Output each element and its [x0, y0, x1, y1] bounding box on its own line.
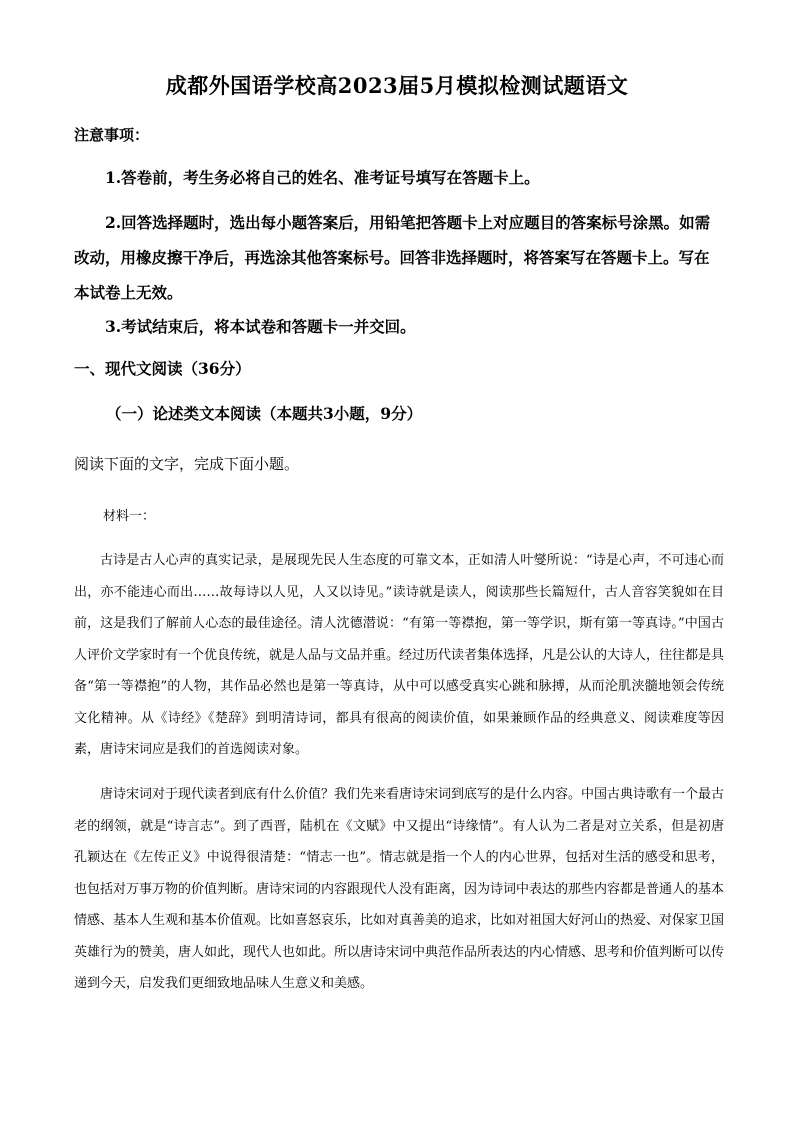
subsection-heading: （一）论述类文本阅读（本题共3小题，9分） — [106, 404, 423, 423]
material-label: 材料一： — [103, 509, 156, 524]
material-paragraph-1: 古诗是古人心声的真实记录，是展现先民人生态度的可靠文本，正如清人叶燮所说：“诗是心声，不可违心而出，亦不能违心而出……故每诗以人见，人又以诗见。”读诗就是读人，阅读那些长篇短什，古人音容笑貌如在目前，这是我们了解前人心态的最佳途径。清人沈德潜说：“有第一等襟抱，第一等学识，斯有第一等真诗。”中国古人评价文学家时有一个优良传统，就是人品与文品并重。经过历代读者集体选择，凡是公认的大诗人，往往都是具备“第一等襟抱”的人物，其作品必然也是第一等真诗，从中可以感受真实心跳和脉搏，从而沦肌浃髓地领会传统文化精神。从《诗经》《楚辞》到明清诗词，都具有很高的阅读价值，如果兼顾作品的经典意义、阅读难度等因素，唐诗宋词应是我们的首选阅读对象。 — [74, 553, 725, 757]
material-paragraph-2: 唐诗宋词对于现代读者到底有什么价值？我们先来看唐诗宋词到底写的是什么内容。中国古典诗歌有一个最古老的纲领，就是“诗言志”。到了西晋，陆机在《文赋》中又提出“诗缘情”。有人认为二者是对立关系，但是初唐孔颖达在《左传正义》中说得很清楚：“情志一也”。情志就是指一个人的内心世界，包括对生活的感受和思考，也包括对万事万物的价值判断。唐诗宋词的内容跟现代人没有距离，因为诗词中表达的那些内容都是普通人的基本情感、基本人生观和基本价值观。比如喜怒哀乐，比如对真善美的追求，比如对祖国大好河山的热爱、对保家卫国英雄行为的赞美，唐人如此，现代人也如此。所以唐诗宋词中典范作品所表达的内心情感、思考和价值判断可以传递到今天，启发我们更细致地品味人生意义和美感。 — [74, 787, 725, 991]
document-title: 成都外国语学校高2023届5月模拟检测试题语文 — [165, 73, 629, 98]
reading-instruction: 阅读下面的文字，完成下面小题。 — [74, 455, 300, 473]
notice-item-1: 1.答卷前，考生务必将自己的姓名、准考证号填写在答题卡上。 — [105, 168, 540, 187]
notice-item-2: 2.回答选择题时，选出每小题答案后，用铅笔把答题卡上对应题目的答案标号涂黑。如需改动，用橡皮擦干净后，再选涂其他答案标号。回答非选择题时，将答案写在答题卡上。写在本试卷上无效。 — [74, 213, 711, 302]
section-heading: 一、现代文阅读（36分） — [74, 359, 251, 378]
notice-item-3: 3.考试结束后，将本试卷和答题卡一并交回。 — [105, 317, 416, 336]
notice-heading: 注意事项： — [74, 126, 150, 144]
